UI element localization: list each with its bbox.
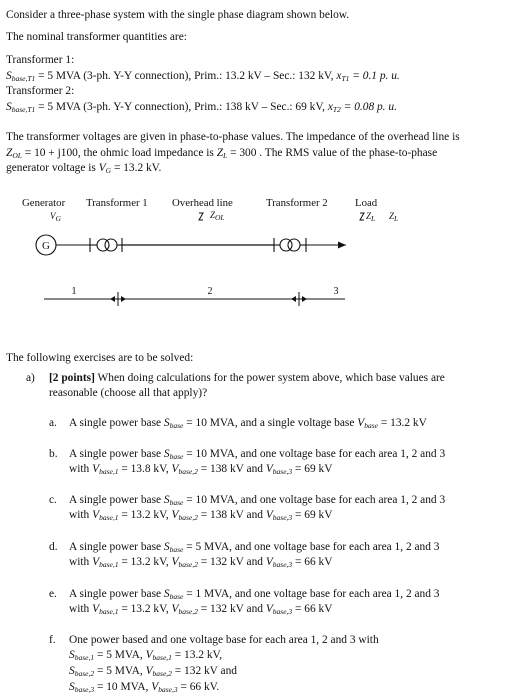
transformer2-spec: $S_{base,T1} = 5$ MVA (3-ph. Y-Y connection), Prim.: 138 kV – Sec.: 69 kV, $x_{T2} = 0.08$ p. u. [6, 101, 397, 114]
single-line-diagram [0, 0, 532, 320]
intro-line-2: The nominal transformer quantities are: [6, 31, 187, 43]
label-zol: $Z_{OL}$ [210, 210, 225, 222]
transformer1-coil-secondary [105, 239, 117, 251]
zl-squiggle [360, 213, 364, 220]
generator-symbol: G [42, 240, 50, 252]
option-a-letter[interactable]: a. [49, 417, 57, 429]
option-f-text-line-2[interactable]: $S_{base,1} = 5$ MVA, $V_{base,1} = 13.2$ kV, [69, 649, 223, 662]
option-c-text-line-2[interactable]: with $V_{base,1} = 13.2$ kV, $V_{base,2} = 138$ kV and $V_{base,3} = 69$ kV [69, 509, 333, 522]
transformer2-coil-secondary [288, 239, 300, 251]
option-d-letter[interactable]: d. [49, 541, 58, 553]
option-f-text-line-1[interactable]: One power based and one voltage base for each area 1, 2 and 3 with [69, 634, 379, 646]
label-load: Load [355, 197, 378, 209]
impedance-paragraph-line-3: generator voltage is $V_G = 13.2$ kV. [6, 162, 162, 175]
label-overhead-line: Overhead line [172, 197, 233, 209]
area-label-1: 1 [71, 286, 77, 297]
option-f-text-line-3[interactable]: $S_{base,2} = 5$ MVA, $V_{base,2} = 132$ kV and [69, 665, 237, 678]
transformer1-spec: $S_{base,T1} = 5$ MVA (3-ph. Y-Y connection), Prim.: 13.2 kV – Sec.: 132 kV, $x_{T1} = 0.1$ p. u. [6, 70, 400, 83]
zol-squiggle [199, 213, 203, 220]
question-a-line-2: reasonable (choose all that apply)? [49, 387, 208, 399]
option-e-text-line-2[interactable]: with $V_{base,1} = 13.2$ kV, $V_{base,2} = 132$ kV and $V_{base,3} = 66$ kV [69, 603, 333, 616]
transformer1-heading: Transformer 1: [6, 54, 75, 66]
label-generator: Generator [22, 197, 66, 209]
label-zl-a: $Z_L$ [366, 211, 376, 223]
option-d-text-line-2[interactable]: with $V_{base,1} = 13.2$ kV, $V_{base,2} = 132$ kV and $V_{base,3} = 66$ kV [69, 556, 333, 569]
option-b-text-line-1[interactable]: A single power base $S_{base} = 10$ MVA, and one voltage base for each area 1, 2 and 3 [69, 448, 446, 461]
label-zl-b: $Z_L$ [389, 211, 399, 223]
impedance-paragraph-line-1: The transformer voltages are given in phase-to-phase values. The impedance of the overhead line is [6, 131, 460, 143]
option-e-text-line-1[interactable]: A single power base $S_{base} = 1$ MVA, and one voltage base for each area 1, 2 and 3 [69, 588, 440, 601]
question-a-line-1: [2 points] When doing calculations for the power system above, which base values are [49, 372, 445, 384]
exercises-intro: The following exercises are to be solved: [6, 352, 194, 364]
option-e-letter[interactable]: e. [49, 588, 57, 600]
label-transformer2: Transformer 2 [266, 197, 328, 209]
option-f-letter[interactable]: f. [49, 634, 56, 646]
question-a-letter: a) [26, 372, 35, 384]
load-arrow-icon [338, 242, 346, 249]
area-label-2: 2 [207, 286, 213, 297]
option-d-text-line-1[interactable]: A single power base $S_{base} = 5$ MVA, and one voltage base for each area 1, 2 and 3 [69, 541, 440, 554]
option-b-text-line-2[interactable]: with $V_{base,1} = 13.8$ kV, $V_{base,2} = 138$ kV and $V_{base,3} = 69$ kV [69, 463, 333, 476]
label-transformer1: Transformer 1 [86, 197, 148, 209]
intro-line-1: Consider a three-phase system with the single phase diagram shown below. [6, 9, 350, 21]
impedance-paragraph-line-2: $Z_{OL} = 10 + j100$, the ohmic load impedance is $Z_L = 300$ . The RMS value of the phase-to-phase [6, 147, 438, 160]
option-a-text[interactable]: A single power base $S_{base} = 10$ MVA, and a single voltage base $V_{base} = 13.2$ kV [69, 417, 427, 430]
label-vg: $V_G$ [50, 211, 61, 223]
option-c-letter[interactable]: c. [49, 494, 57, 506]
option-c-text-line-1[interactable]: A single power base $S_{base} = 10$ MVA, and one voltage base for each area 1, 2 and 3 [69, 494, 446, 507]
area-label-3: 3 [333, 286, 339, 297]
option-f-text-line-4[interactable]: $S_{base,3} = 10$ MVA, $V_{base,3} = 66$ kV. [69, 681, 220, 694]
transformer2-heading: Transformer 2: [6, 85, 75, 97]
option-b-letter[interactable]: b. [49, 448, 58, 460]
